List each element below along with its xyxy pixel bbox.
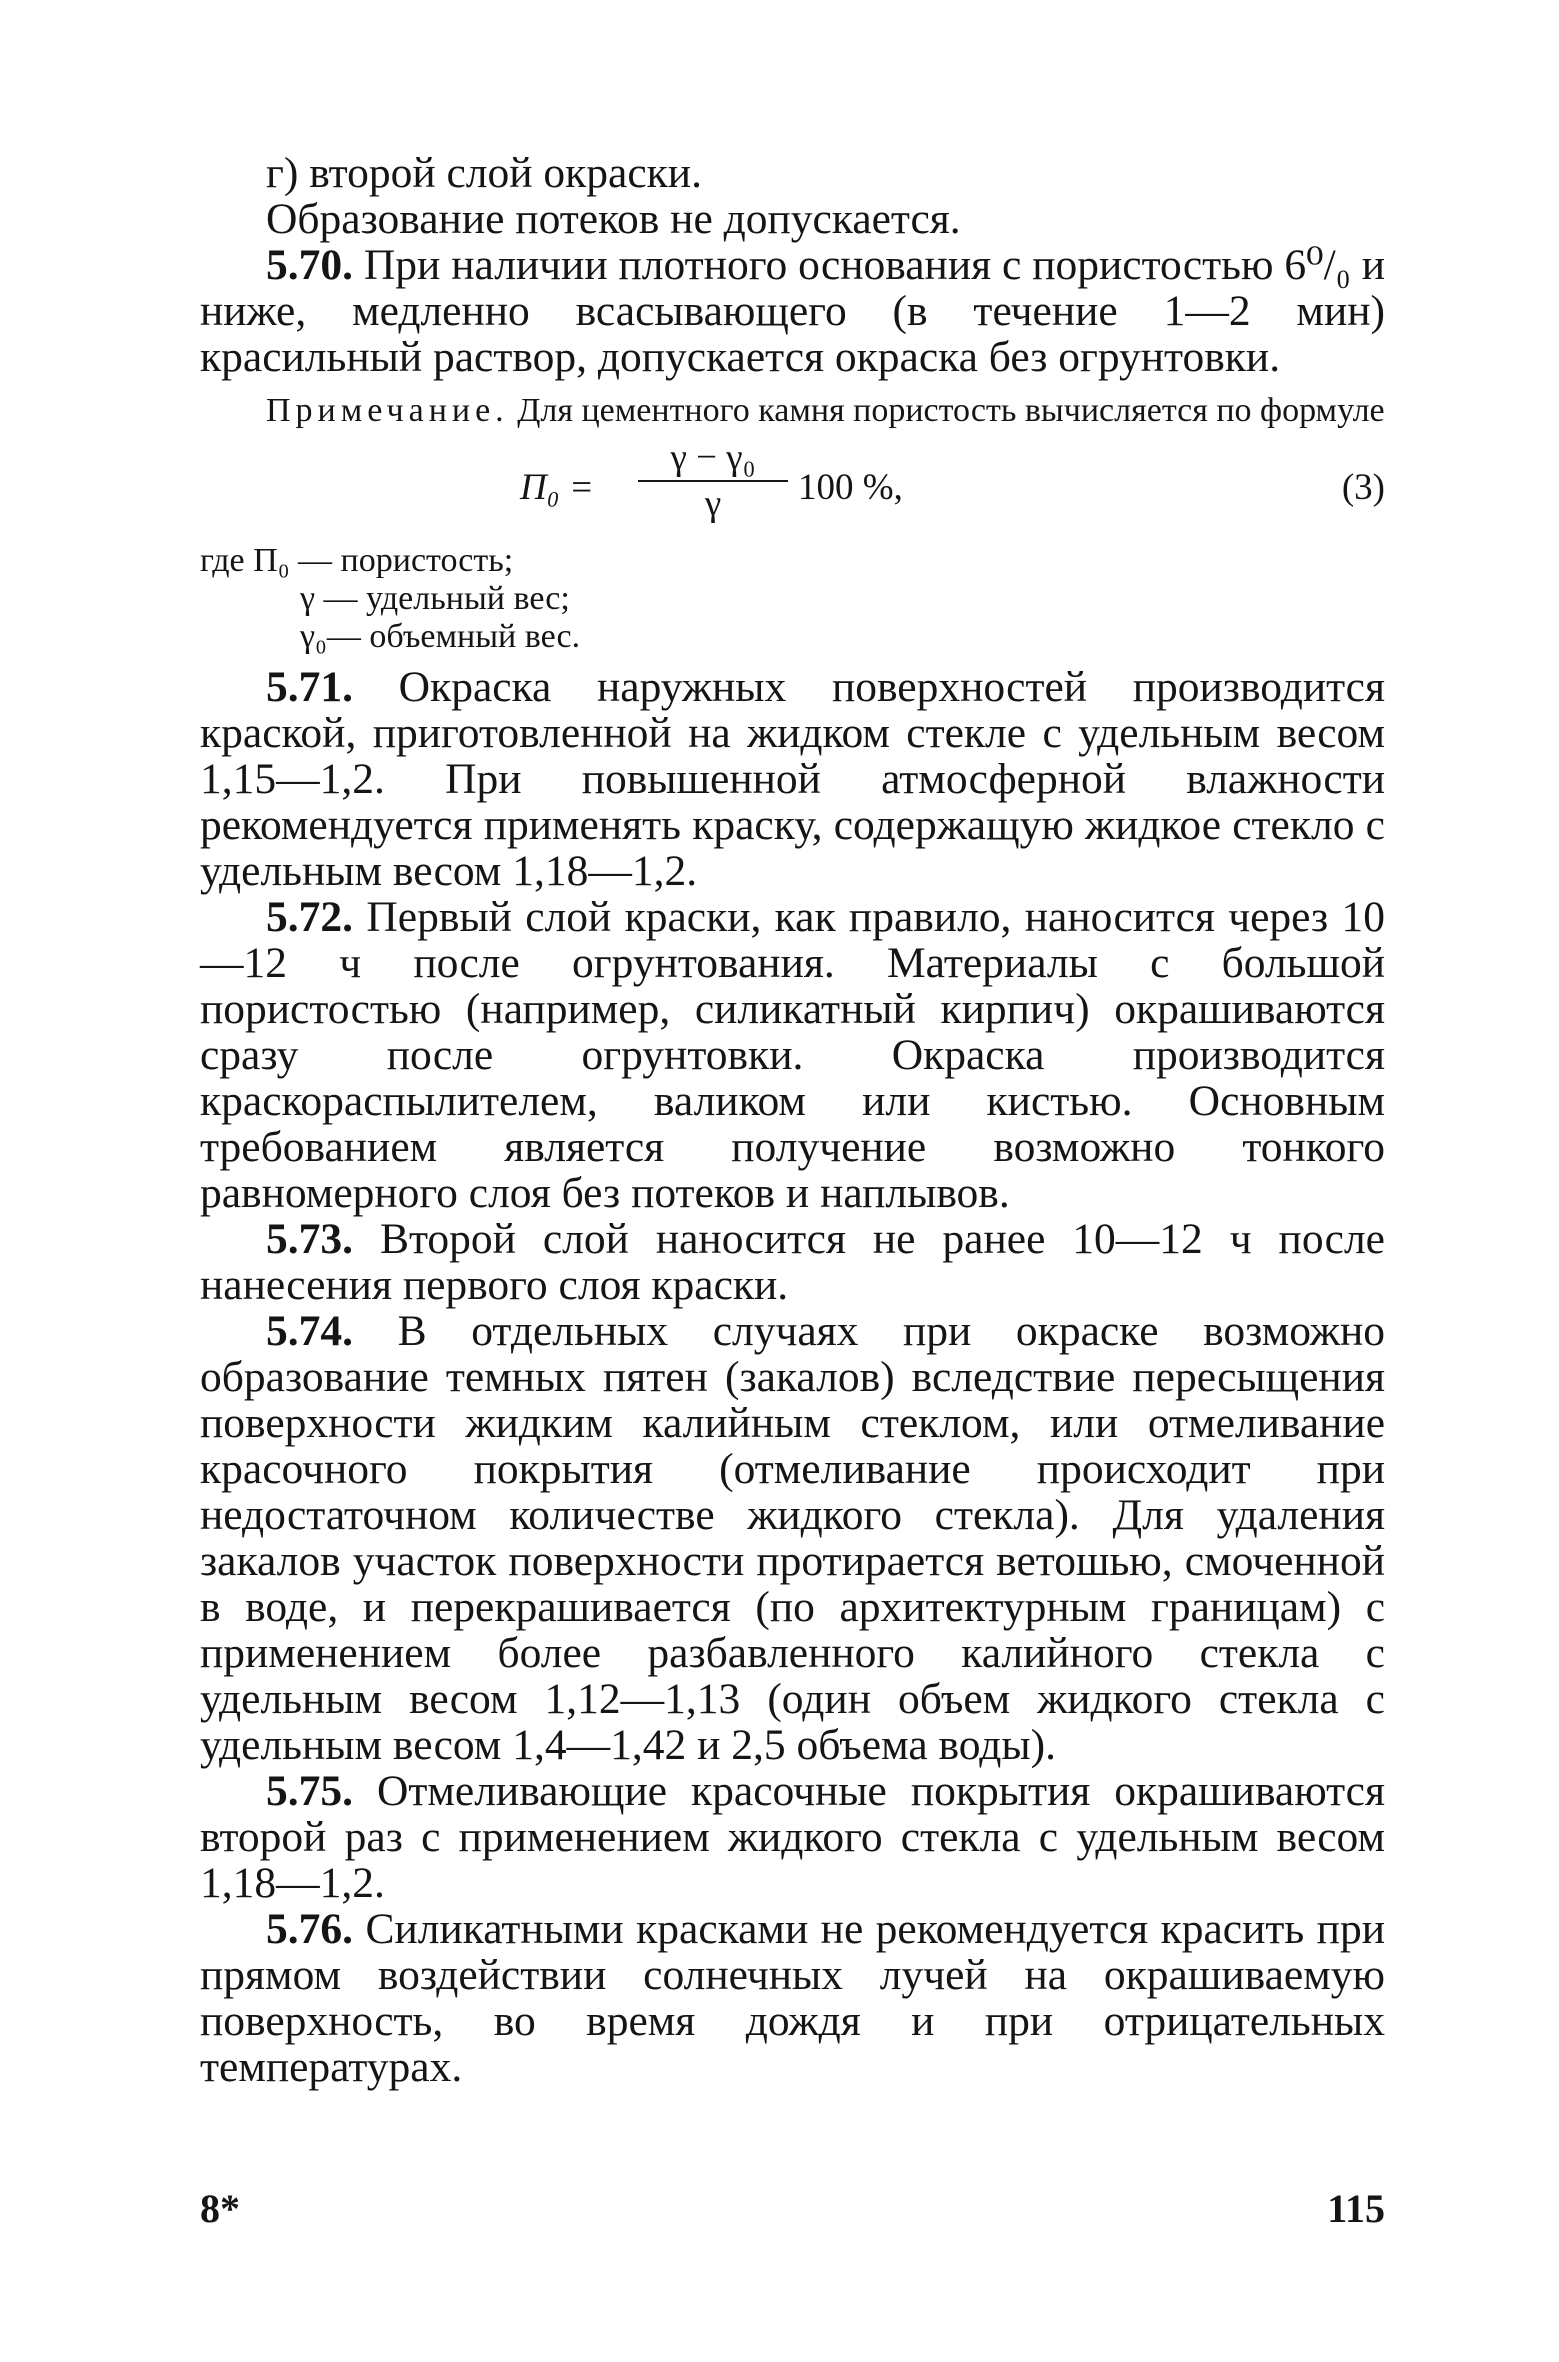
paragraph-number: 5.72. — [266, 893, 353, 941]
paragraph-5-72 — [200, 894, 1385, 1216]
definition-item: γ — удельный вес; — [300, 580, 570, 617]
paragraph-text: Отмеливающие красочные покрытия окрашиваются второй раз с применением жидкого стекла с удельным весом 1,18—1,2. — [200, 1767, 1385, 1907]
paragraph-text: Первый слой краски, как правило, наносится через 10—12 ч после огрунтования. Материалы с большой пористостью (например, силикатный кирпич) окрашиваются сразу после огрунтовки. Окраска производится краскораспылителем, валиком или кистью. Основным требованием является получение возможно тонкого равномерного слоя без потеков и наплывов. — [200, 893, 1386, 1217]
paragraph-5-74 — [200, 1308, 1385, 1768]
paragraph-text: Окраска наружных поверхностей производится краской, приготовленной на жидком стекле с удельным весом 1,15—1,2. При повышенной атмосферной влажности рекомендуется применять краску, содержащую жидкое стекло с удельным весом 1,18—1,2. — [200, 663, 1385, 895]
paragraph-5-76 — [200, 1906, 1385, 2090]
paragraph-5-70 — [200, 242, 1385, 380]
paragraph-number: 5.76. — [266, 1905, 353, 1953]
definition-item: γ₀— объемный вес. — [300, 618, 581, 655]
paragraph-number: 5.73. — [266, 1215, 353, 1263]
paragraph-text: В отдельных случаях при окраске возможно образование темных пятен (закалов) вследствие пересыщения поверхности жидким калийным стеклом, или отмеливание красочного покрытия (отмеливание происходит при недостаточном количестве жидкого стекла). Для удаления закалов участок поверхности протирается ветошью, смоченной в воде, и перекрашивается (по архитектурным границам) с применением более разбавленного калийного стекла с удельным весом 1,12—1,13 (один объем жидкого стекла с удельным весом 1,4—1,42 и 2,5 объема воды). — [200, 1307, 1385, 1769]
formula-fraction — [638, 438, 788, 524]
formula-lhs: П₀ = — [520, 467, 594, 508]
line-top-2: Образование потеков не допускается. — [266, 195, 961, 243]
paragraph-text: Второй слой наносится не ранее 10—12 ч после нанесения первого слоя краски. — [200, 1215, 1385, 1309]
paragraph-5-73 — [200, 1216, 1385, 1308]
formula-number: (3) — [1341, 467, 1385, 508]
page-number: 115 — [1327, 2186, 1385, 2231]
paragraph-5-75 — [200, 1768, 1385, 1906]
formula-denominator: γ — [704, 483, 722, 524]
paragraph-text: Силикатными красками не рекомендуется красить при прямом воздействии солнечных лучей на окрашиваемую поверхность, во время дождя и при отрицательных температурах. — [200, 1905, 1385, 2091]
note — [200, 392, 1385, 430]
formula-3 — [200, 438, 1385, 538]
signature-mark: 8* — [200, 2186, 240, 2231]
paragraph-number: 5.75. — [266, 1767, 353, 1815]
formula-numerator: γ − γ₀ — [670, 437, 756, 478]
fraction-bar — [638, 480, 788, 482]
paragraph-text: При наличии плотного основания с пористостью 6⁰/₀ и ниже, медленно всасывающего (в течение 1—2 мин) красильный раствор, допускается окраска без огрунтовки. — [200, 241, 1385, 381]
formula-rest: 100 %, — [798, 467, 903, 508]
paragraph-5-71 — [200, 664, 1385, 894]
paragraph-number: 5.70. — [266, 241, 353, 289]
definition-item: где П₀ — пористость; — [200, 542, 514, 579]
paragraph-number: 5.71. — [266, 663, 353, 711]
note-label: Примечание. — [266, 392, 509, 429]
note-text: Для цементного камня пористость вычисляется по формуле — [517, 392, 1385, 429]
text-column — [200, 150, 1385, 2090]
line-top-1: г) второй слой окраски. — [266, 149, 702, 197]
definitions — [200, 542, 1385, 656]
paragraph-number: 5.74. — [266, 1307, 353, 1355]
